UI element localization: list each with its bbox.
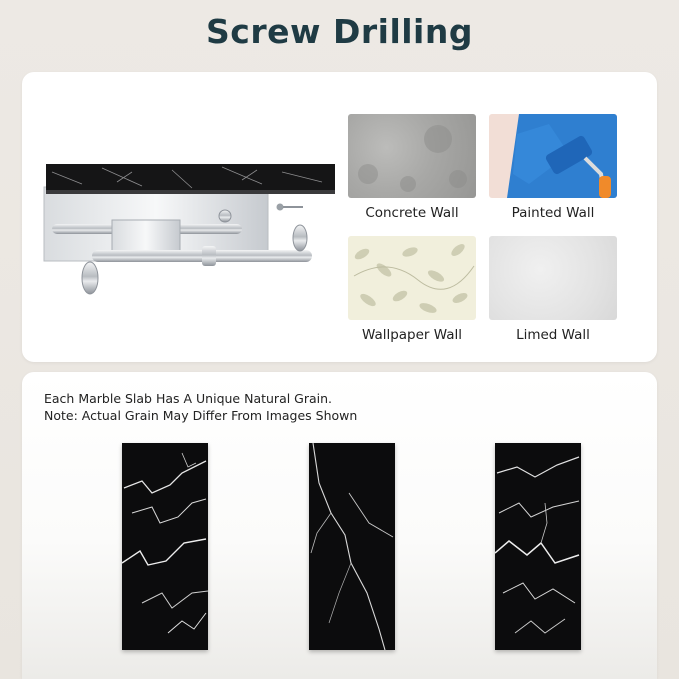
marble-slab-1 [122, 443, 208, 650]
wall-option-concrete [348, 114, 476, 221]
marble-slab-2 [309, 443, 395, 650]
limed-swatch-icon [489, 236, 617, 320]
concrete-swatch-icon [348, 114, 476, 198]
wall-option-painted [489, 114, 617, 221]
page-title: Screw Drilling [206, 12, 473, 51]
product-image [22, 72, 337, 362]
floral-wallpaper-swatch-icon [348, 236, 476, 320]
marble-note [44, 390, 357, 424]
wall-label: Painted Wall [511, 205, 595, 221]
wall-label: Limed Wall [516, 327, 590, 343]
paint-roller-swatch-icon [489, 114, 617, 198]
wall-label: Wallpaper Wall [361, 327, 463, 343]
note-line-1: Each Marble Slab Has A Unique Natural Grain. [44, 391, 333, 406]
marble-slab-3 [495, 443, 581, 650]
wall-option-limed [489, 236, 617, 343]
note-line-2: Note: Actual Grain May Differ From Images Shown [44, 408, 358, 423]
wall-option-wallpaper [348, 236, 476, 343]
wall-label: Concrete Wall [365, 205, 459, 221]
